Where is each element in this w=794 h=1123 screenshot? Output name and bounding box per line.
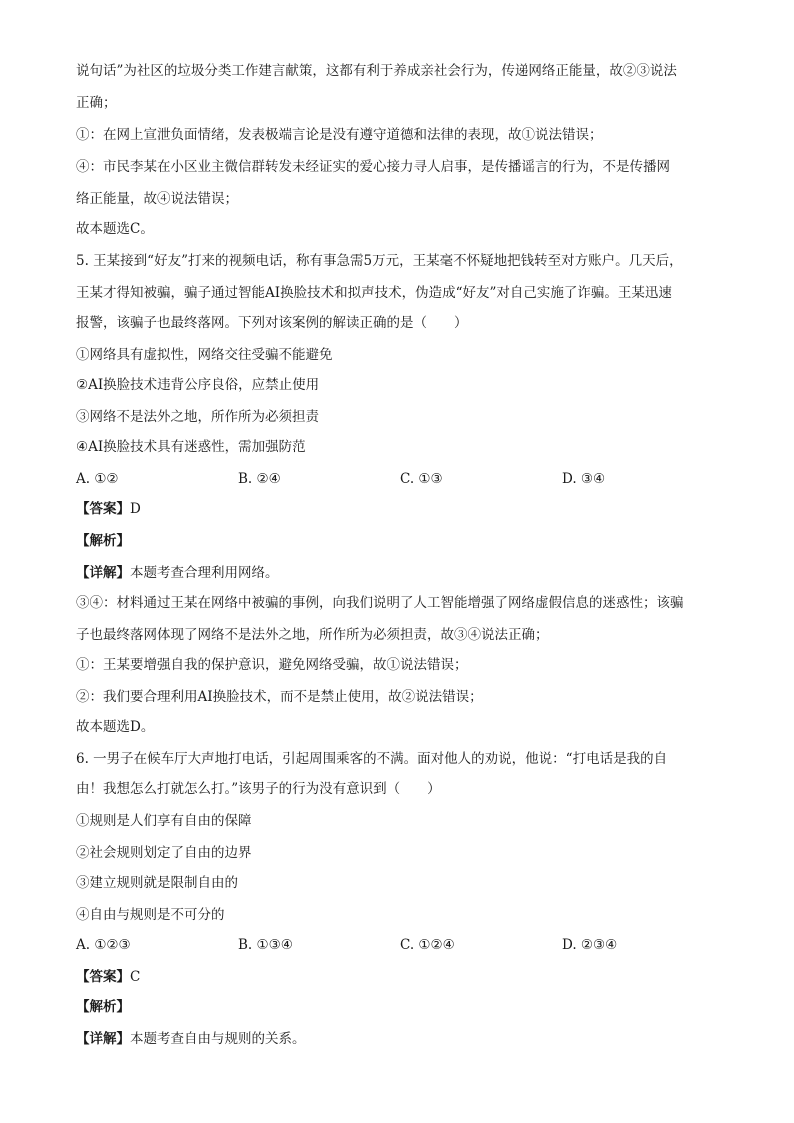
question-stem: 由！我想怎么打就怎么打。”该男子的行为没有意识到（ ）	[76, 781, 441, 797]
explanation-line: ②：我们要合理利用AI换脸技术，而不是禁止使用，故②说法错误；	[76, 689, 483, 705]
analysis-label: 【解析】	[76, 999, 130, 1015]
analysis-tag	[76, 997, 726, 1017]
analysis-label: 【解析】	[76, 533, 130, 549]
text-line: ④：市民李某在小区业主微信群转发未经证实的爱心接力寻人启事，是传播谣言的行为，不是传播网	[76, 159, 670, 175]
explanation-line: ①：王某要增强自我的保护意识，避免网络受骗，故①说法错误；	[76, 657, 468, 673]
statement-option: ④AI换脸技术具有迷惑性，需加强防范	[76, 439, 306, 455]
text-line: 故本题选C。	[76, 221, 154, 237]
text-line: 络正能量，故④说法错误；	[76, 191, 238, 207]
detail-text: 本题考查合理利用网络。	[130, 565, 279, 581]
choice-b: B. ①③④	[238, 937, 293, 953]
choice-c: C. ①②④	[400, 937, 455, 953]
explanation-line: ③④：材料通过王某在网络中被骗的事例，向我们说明了人工智能增强了网络虚假信息的迷惑性；该骗	[76, 595, 684, 611]
answer-tag: 【答案】	[76, 969, 130, 985]
choice-d: D. ②③④	[562, 937, 618, 953]
detail-text: 本题考查自由与规则的关系。	[130, 1031, 306, 1047]
detail-line	[76, 563, 726, 583]
question-stem: 王某才得知被骗，骗子通过智能AI换脸技术和拟声技术，伪造成“好友”对自己实施了诈骗。王某迅速	[76, 285, 672, 301]
answer-tag: 【答案】	[76, 501, 130, 517]
statement-option: ①网络具有虚拟性，网络交往受骗不能避免	[76, 347, 333, 363]
question-stem: 5. 王某接到“好友”打来的视频电话，称有事急需5万元，王某毫不怀疑地把钱转至对方账户。几天后，	[76, 253, 683, 269]
question-stem: 6. 一男子在候车厅大声地打电话，引起周围乘客的不满。面对他人的劝说，他说：“打电话是我的自	[76, 751, 668, 767]
answer-value: D	[130, 501, 141, 517]
analysis-tag	[76, 531, 726, 551]
choice-c: C. ①③	[400, 471, 443, 487]
explanation-line: 子也最终落网体现了网络不是法外之地，所作所为必须担责，故③④说法正确；	[76, 627, 549, 643]
text-line: 正确；	[76, 95, 117, 111]
detail-tag: 【详解】	[76, 1031, 130, 1047]
text-line: ①：在网上宣泄负面情绪，发表极端言论是没有遵守道德和法律的表现，故①说法错误；	[76, 127, 603, 143]
detail-line	[76, 1029, 726, 1049]
statement-option: ②社会规则划定了自由的边界	[76, 845, 252, 861]
statement-option: ①规则是人们享有自由的保障	[76, 813, 252, 829]
detail-tag: 【详解】	[76, 565, 130, 581]
choice-a: A. ①②	[76, 471, 119, 487]
statement-option: ②AI换脸技术违背公序良俗，应禁止使用	[76, 377, 320, 393]
question-stem: 报警，该骗子也最终落网。下列对该案例的解读正确的是（ ）	[76, 315, 468, 331]
choice-a: A. ①②③	[76, 937, 131, 953]
explanation-line: 故本题选D。	[76, 719, 155, 735]
answer-line	[76, 967, 726, 987]
choice-d: D. ③④	[562, 471, 606, 487]
statement-option: ③建立规则就是限制自由的	[76, 875, 238, 891]
statement-option: ④自由与规则是不可分的	[76, 907, 225, 923]
answer-value: C	[130, 969, 141, 985]
choice-b: B. ②④	[238, 471, 281, 487]
answer-line	[76, 499, 726, 519]
statement-option: ③网络不是法外之地，所作所为必须担责	[76, 409, 319, 425]
text-line: 说句话”为社区的垃圾分类工作建言献策，这都有利于养成亲社会行为，传递网络正能量，故②③说法	[76, 63, 677, 79]
